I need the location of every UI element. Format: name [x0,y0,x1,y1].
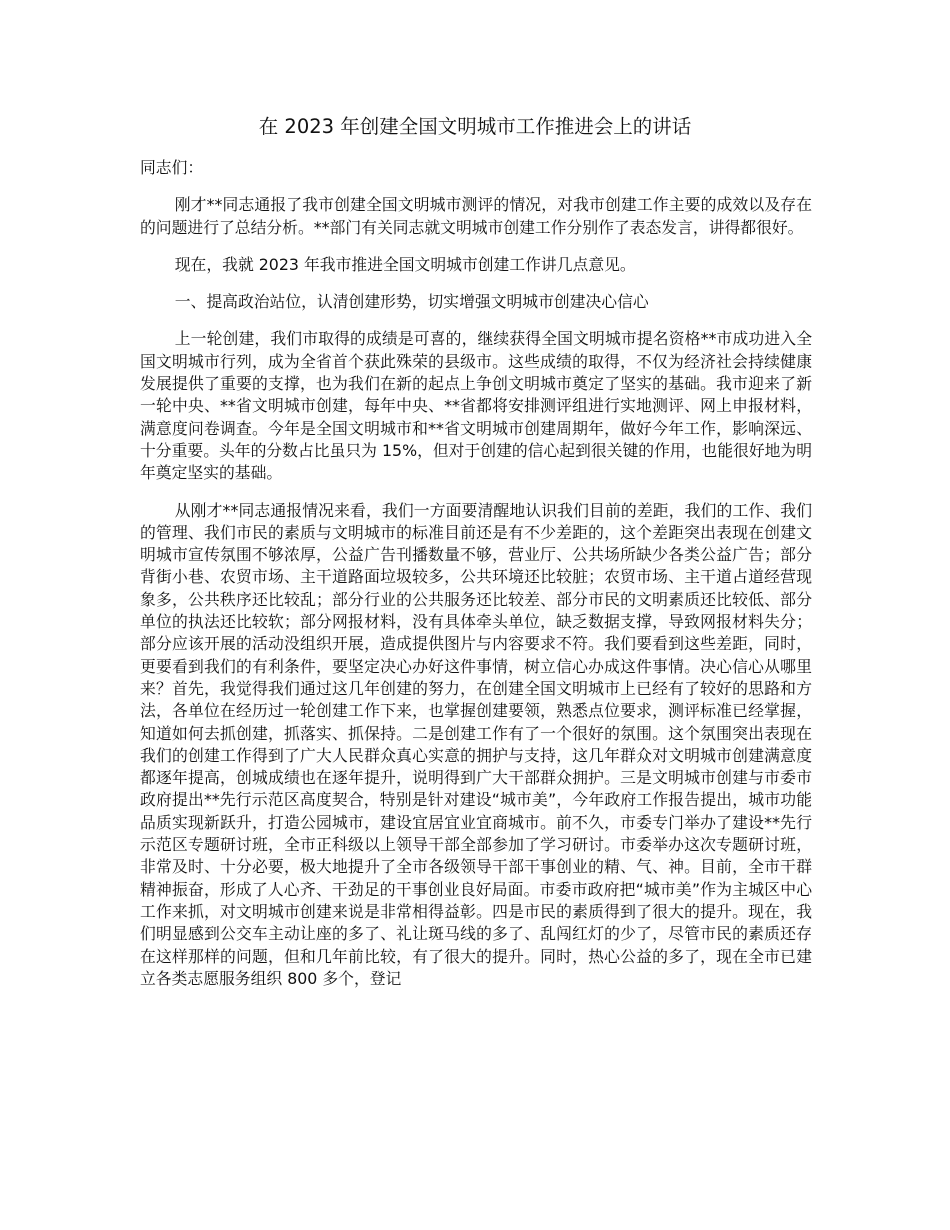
salutation: 同志们： [140,158,204,177]
section-heading-1: 一、提高政治站位，认清创建形势，切实增强文明城市创建决心信心 [174,292,649,312]
document-title: 在 2023 年创建全国文明城市工作推进会上的讲话 [258,115,692,138]
paragraph-intro: 现在，我就 2023 年我市推进全国文明城市创建工作讲几点意见。 [174,254,636,274]
paragraph-gaps-and-conditions: 从刚才**同志通报情况来看，我们一方面要清醒地认识我们目前的差距，我们的工作、我们的管理、我们市民的素质与文明城市的标准目前还是有不少差距的，这个差距突出表现在创建文明城市宣传氛围不够浓厚，公益广告刊播数量不够，营业厅、公共场所缺少各类公益广告；部分背街小巷、农贸市场、主干道路面垃圾较多，公共环境还比较脏；农贸市场、主干道占道经营现象多，公共秩序还比较乱；部分行业的公共服务还比较差、部分市民的文明素质还比较低、部分单位的执法还比较软；部分网报材料，没有具体牵头单位，缺乏数据支撑，导致网报材料失分；部分应该开展的活动没组织开展，造成提供图片与内容要求不符。我们要看到这些差距，同时，更要看到我们的有利条件，要坚定决心办好这件事情，树立信心办成这件事情。决心信心从哪里来？首先，我觉得我们通过这几年创建的努力，在创建全国文明城市上已经有了较好的思路和方法，各单位在经历过一轮创建工作下来，也掌握创建要领，熟悉点位要求，测评标准已经掌握，知道如何去抓创建，抓落实、抓保持。二是创建工作有了一个很好的氛围。这个氛围突出表现在我们的创建工作得到了广大人民群众真心实意的拥护与支持，这几年群众对文明城市创建满意度都逐年提高，创城成绩也在逐年提升，说明得到广大干部群众拥护。三是文明城市创建与市委市政府提出**先行示范区高度契合，特别是针对建设“城市美”，今年政府工作报告提出，城市功能品质实现新跃升，打造公园城市，建设宜居宜业宜商城市。前不久，市委专门举办了建设**先行示范区专题研讨班，全市正科级以上领导干部全部参加了学习研讨。市委举办这次专题研讨班，非常及时、十分必要，极大地提升了全市各级领导干部干事创业的精、气、神。目前，全市干群精神振奋，形成了人心齐、干劲足的干事创业良好局面。市委市政府把“城市美”作为主城区中心工作来抓，对文明城市创建来说是非常相得益彰。四是市民的素质得到了很大的提升。现在，我们明显感到公交车主动让座的多了、礼让斑马线的多了、乱闯红灯的少了，尽管市民的素质还存在这样那样的问题，但和几年前比较，有了很大的提升。同时，热心公益的多了，现在全市已建立各类志愿服务组织 800 多个，登记 [140,500,812,988]
paragraph-achievements: 上一轮创建，我们市取得的成绩是可喜的，继续获得全国文明城市提名资格**市成功进入全国文明城市行列，成为全省首个获此殊荣的县级市。这些成绩的取得，不仅为经济社会持续健康发展提供了重要的支撑，也为我们在新的起点上争创文明城市奠定了坚实的基础。我市迎来了新一轮中央、**省文明城市创建，每年中央、**省都将安排测评组进行实地测评、网上申报材料，满意度问卷调查。今年是全国文明城市和**省文明城市创建周期年，做好今年工作，影响深远、十分重要。头年的分数占比虽只为 15%，但对于创建的信心起到很关键的作用，也能很好地为明年奠定坚实的基础。 [140,329,813,483]
document-body [140,157,812,990]
paragraph-opening: 刚才**同志通报了我市创建全国文明城市测评的情况，对我市创建工作主要的成效以及存在的问题进行了总结分析。**部门有关同志就文明城市创建工作分别作了表态发言，讲得都很好。 [140,195,812,237]
